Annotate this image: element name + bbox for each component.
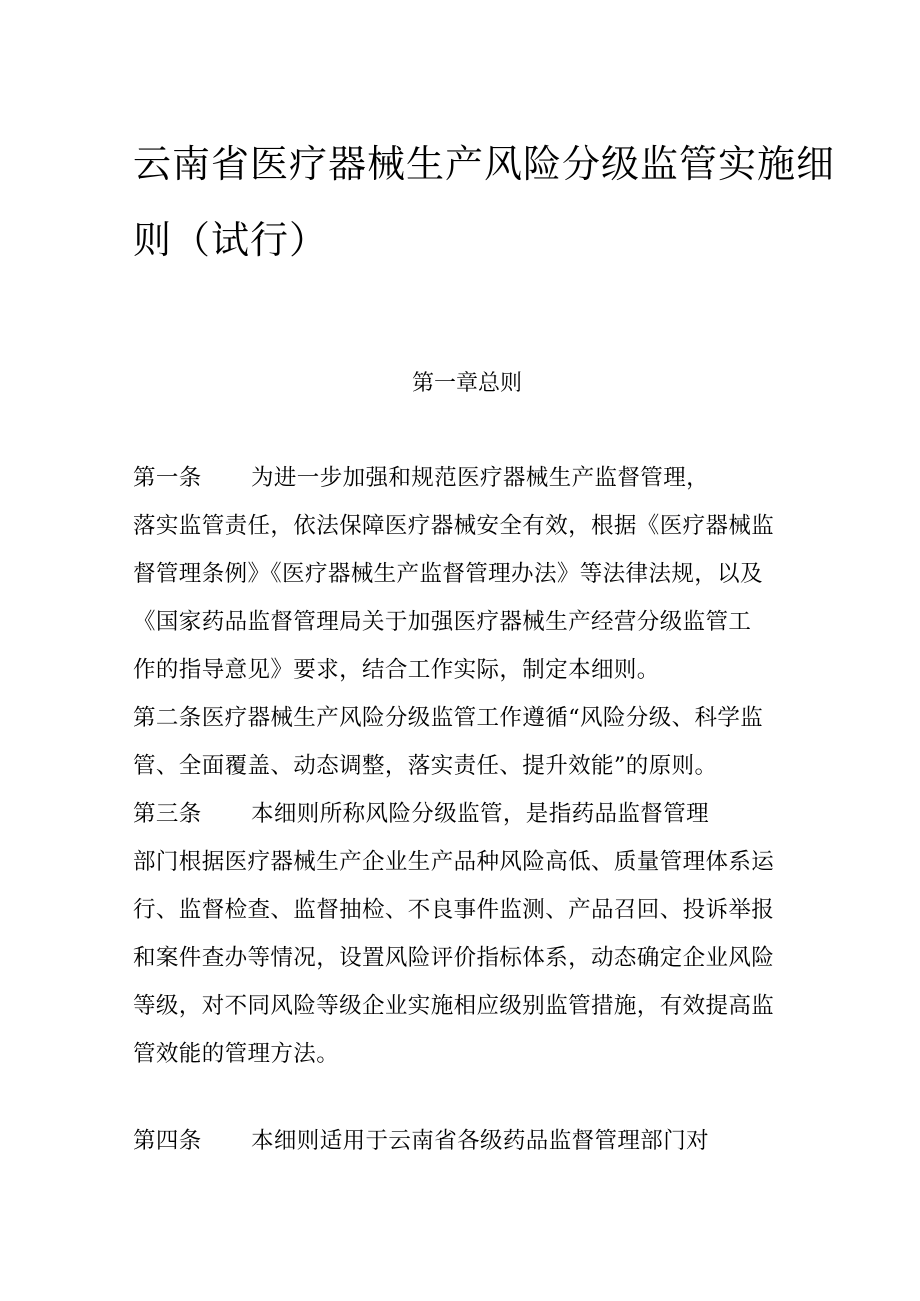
article-text: 为进一步加强和规范医疗器械生产监督管理， [251, 465, 710, 491]
article-line: 作的指导意见》要求，结合工作实际，制定本细则。 [133, 657, 660, 683]
article-line: 行、监督检查、监督抽检、不良事件监测、产品召回、投诉举报 [133, 897, 775, 923]
article-line: 管、全面覆盖、动态调整，落实责任、提升效能”的原则。 [133, 753, 718, 779]
article-number: 第二条 [133, 705, 202, 731]
article-3 [133, 790, 783, 1078]
article-first-line [133, 790, 783, 838]
document-title [133, 126, 836, 278]
article-line: 部门根据医疗器械生产企业生产品种风险高低、质量管理体系运 [133, 849, 775, 875]
article-first-line [133, 1117, 783, 1165]
article-1 [133, 454, 783, 694]
article-number: 第一条 [133, 465, 202, 491]
article-first-line [133, 454, 783, 502]
article-text: 医疗器械生产风险分级监管工作遵循“风险分级、科学监 [201, 705, 764, 731]
article-text: 本细则所称风险分级监管，是指药品监督管理 [251, 801, 710, 827]
article-2 [133, 694, 783, 790]
article-line: 和案件查办等情况，设置风险评价指标体系，动态确定企业风险 [133, 945, 775, 971]
chapter-heading: 第一章总则 [411, 371, 522, 396]
title-line-2: 则（试行） [133, 218, 329, 262]
article-line: 管效能的管理方法。 [133, 1041, 340, 1067]
article-number: 第四条 [133, 1128, 202, 1154]
article-4 [133, 1117, 783, 1165]
article-number: 第三条 [133, 801, 202, 827]
article-first-line [133, 694, 783, 742]
article-text: 本细则适用于云南省各级药品监督管理部门对 [251, 1128, 710, 1154]
article-line: 督管理条例》《医疗器械生产监督管理办法》等法律法规，以及 [133, 561, 763, 587]
article-line: 落实监管责任，依法保障医疗器械安全有效，根据《医疗器械监 [133, 513, 775, 539]
article-line: 《国家药品监督管理局关于加强医疗器械生产经营分级监管工 [133, 609, 752, 635]
article-line: 等级，对不同风险等级企业实施相应级别监管措施，有效提高监 [133, 993, 775, 1019]
title-line-1: 云南省医疗器械生产风险分级监管实施细 [133, 142, 836, 186]
